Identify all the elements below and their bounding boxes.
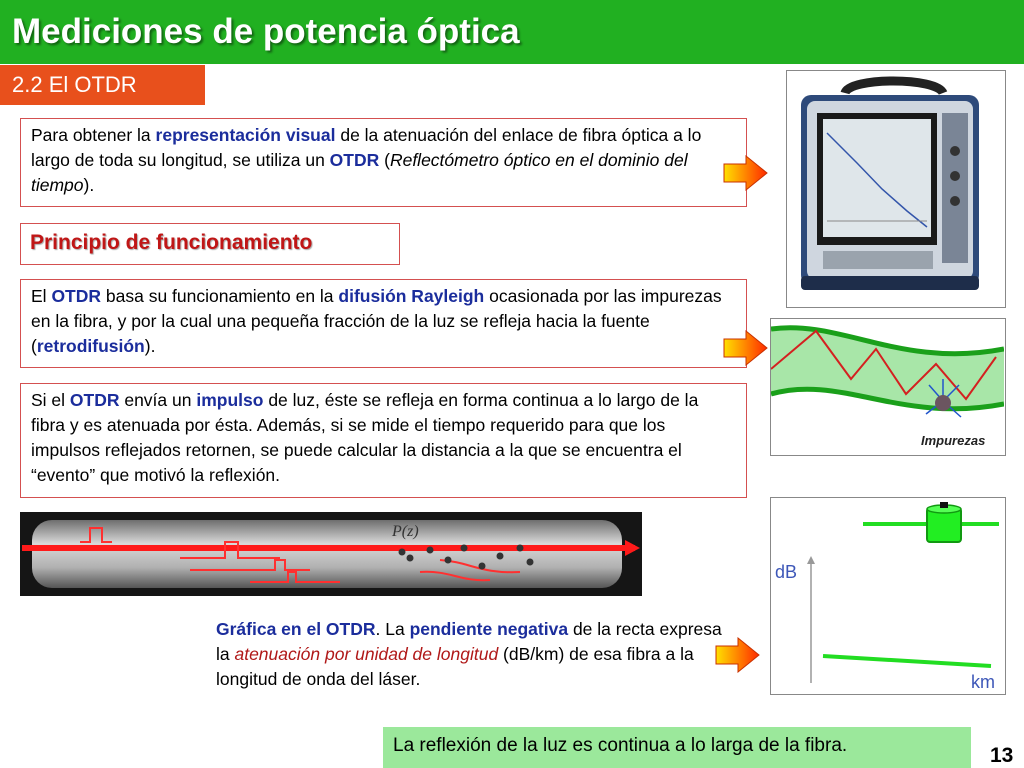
summary-note: La reflexión de la luz es continua a lo larga de la fibra. — [383, 727, 971, 768]
text: El — [31, 286, 52, 306]
pulse-fiber-image — [20, 512, 642, 596]
arrow-right-icon — [722, 330, 768, 366]
text: basa su funcionamiento en la — [101, 286, 339, 306]
text: Si el — [31, 390, 70, 410]
highlight: retrodifusión — [36, 336, 145, 356]
graph-x-axis-label: km — [971, 672, 995, 692]
graph-y-axis-label: dB — [775, 562, 798, 582]
pulse-function-label: P(z) — [392, 523, 419, 540]
highlight: OTDR — [329, 150, 380, 170]
otdr-device-image — [786, 70, 1006, 308]
italic-text: Reflectómetro óptico en el dominio del tiempo — [31, 150, 688, 195]
highlight: OTDR — [51, 286, 102, 306]
text: ocasionada por las impurezas en la fibra, y por la cual una pequeña fracción de la luz se refleja hacia la fuente ( — [31, 286, 722, 356]
otdr-graph-image — [770, 497, 1006, 695]
text: (dB/km) de esa fibra a la longitud de onda del láser. — [216, 644, 694, 689]
text: envía un — [119, 390, 197, 410]
text: de luz, éste se refleja en forma continua a lo largo de la fibra y es atenuada por ésta. Además, si se mide el tiempo requerido para que los impulsos reflejados retornen, se puede calcular la distancia a la que se encuentra el “evento” que motivó la reflexión. — [31, 390, 699, 485]
impurities-label: Impurezas — [921, 433, 986, 448]
page-number: 13 — [990, 744, 1014, 767]
principle-heading: Principio de funcionamiento — [30, 231, 313, 254]
arrow-right-icon — [722, 155, 768, 191]
highlight: representación visual — [155, 125, 336, 145]
pulse-text-box — [20, 383, 747, 498]
text: Para obtener la — [31, 125, 156, 145]
text: de la atenuación del enlace de fibra óptica a lo largo de toda su longitud, se utiliza un — [31, 125, 702, 170]
highlight: impulso — [196, 390, 264, 410]
rayleigh-text-box — [20, 279, 747, 368]
slide-title: Mediciones de potencia óptica — [12, 12, 520, 51]
text: ). — [144, 336, 156, 356]
fiber-impurities-image — [770, 318, 1006, 456]
text: . La — [375, 619, 410, 639]
intro-text-box — [20, 118, 747, 207]
section-label: 2.2 El OTDR — [12, 72, 137, 97]
text: ). — [83, 175, 95, 195]
highlight: pendiente negativa — [409, 619, 569, 639]
highlight: difusión Rayleigh — [338, 286, 485, 306]
text: de la recta expresa la — [216, 619, 722, 664]
italic-highlight: atenuación por unidad de longitud — [234, 644, 499, 664]
text: ( — [379, 150, 390, 170]
highlight: Gráfica en el OTDR — [216, 619, 376, 639]
highlight: OTDR — [69, 390, 120, 410]
graph-caption — [216, 617, 736, 692]
